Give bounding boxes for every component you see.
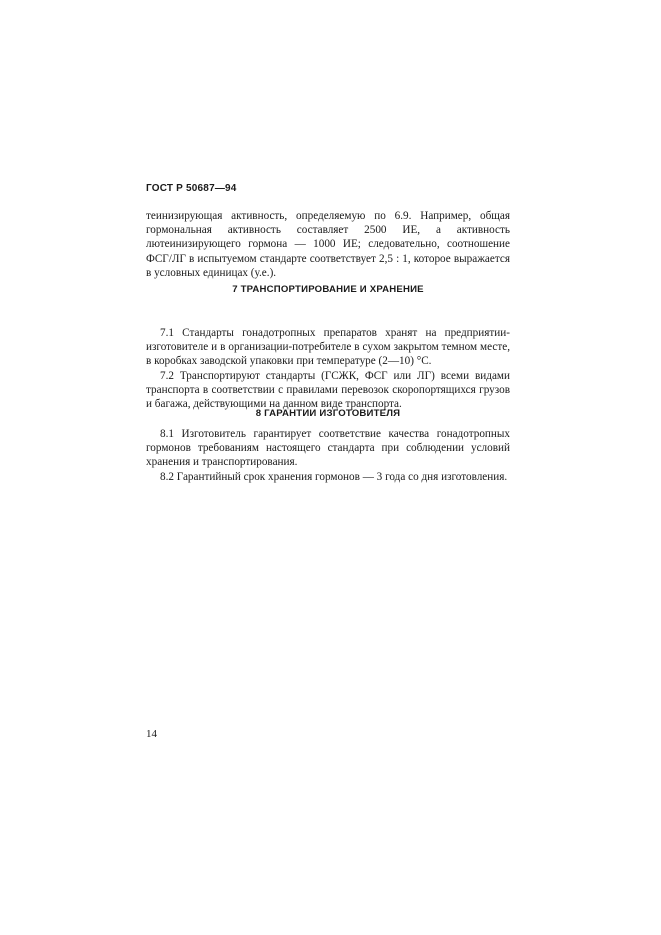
paragraph-8-2: 8.2 Гарантийный срок хранения гормонов — 3 года со дня изготовления. [160,470,508,483]
section-8-body [146,427,510,484]
section-7-title: 7 ТРАНСПОРТИРОВАНИЕ И ХРАНЕНИЕ [232,284,424,295]
intro-paragraph [146,209,510,280]
paragraph-7-2: 7.2 Транспортируют стандарты (ГСЖК, ФСГ или ЛГ) всеми видами транспорта в соответствии с правилами перевозок скоропортящихся грузов и багажа, действующими на данном виде транспорта. [146,369,510,411]
section-8-title: 8 ГАРАНТИИ ИЗГОТОВИТЕЛЯ [255,408,401,419]
document-header: ГОСТ Р 50687—94 [146,183,237,194]
page-number: 14 [146,728,157,740]
paragraph-8-1: 8.1 Изготовитель гарантирует соответствие качества гонадотропных гормонов требованиям настоящего стандарта при соблюдении условий хранения и транспортирования. [146,428,510,469]
paragraph-7-1: 7.1 Стандарты гонадотропных препаратов хранят на предприятии-изготовителе и в организации-потребителе в сухом закрытом темном месте, в коробках заводской упаковки при температуре (2—10) °С. [146,327,510,368]
intro-text: теинизирующая активность, определяемую по 6.9. Например, общая гормональная активность составляет 2500 ИЕ, а активность лютеинизирующего гормона — 1000 ИЕ; следовательно, соотношение ФСГ/ЛГ в испытуемом стандарте соответствует 2,5 : 1, которое выражается в условных единицах (у.е.). [146,210,510,279]
section-7-body [146,326,510,411]
